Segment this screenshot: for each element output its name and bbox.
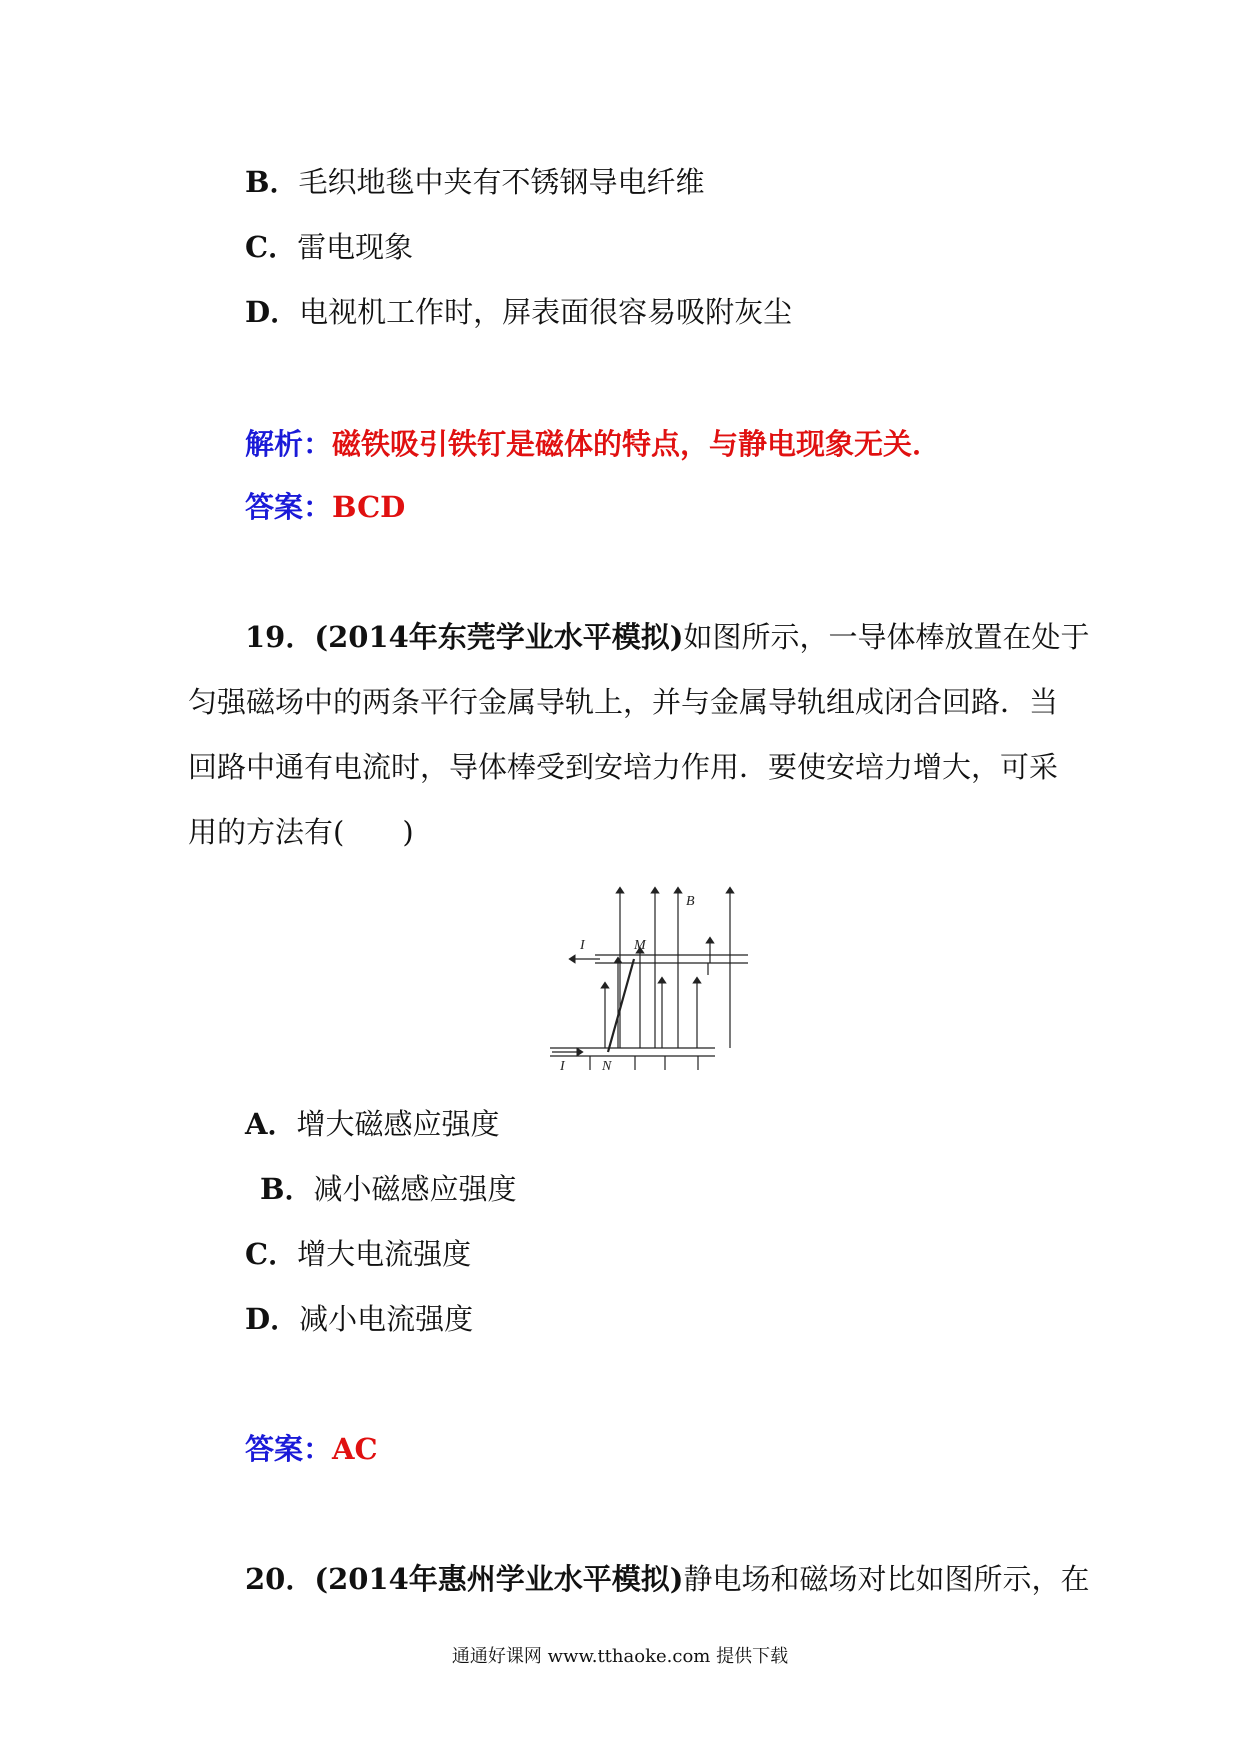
option-b: B．毛织地毯中夹有不锈钢导电纤维 — [245, 165, 705, 199]
label-I-top: I — [580, 938, 585, 953]
question-19-line-3: 回路中通有电流时，导体棒受到安培力作用．要使安培力增大，可采 — [188, 750, 1059, 784]
label-N: N — [602, 1059, 612, 1074]
option-d: D．电视机工作时，屏表面很容易吸附灰尘 — [245, 295, 793, 329]
label-M: M — [634, 938, 646, 953]
q19-option-c: C．增大电流强度 — [245, 1237, 472, 1271]
footer: 通通好课网 www.tthaoke.com 提供下载 — [451, 1646, 789, 1667]
q19-option-a: A．增大磁感应强度 — [245, 1107, 500, 1141]
magnetic-field-rail-diagram — [550, 885, 750, 1075]
analysis: 解析：磁铁吸引铁钉是磁体的特点，与静电现象无关． — [245, 427, 942, 461]
question-20: 20．(2014年惠州学业水平模拟)静电场和磁场对比如图所示，在 — [245, 1562, 1090, 1596]
q19-option-d: D．减小电流强度 — [245, 1302, 474, 1336]
answer-18: 答案：BCD — [245, 490, 406, 524]
q19-option-b: B．减小磁感应强度 — [260, 1172, 517, 1206]
option-c: C．雷电现象 — [245, 230, 414, 264]
answer-19: 答案：AC — [245, 1432, 378, 1466]
label-I-bottom: I — [560, 1059, 565, 1074]
question-19-line-1: 19．(2014年东莞学业水平模拟)如图所示，一导体棒放置在处于 — [245, 620, 1090, 654]
label-B: B — [686, 894, 695, 909]
question-19-line-2: 匀强磁场中的两条平行金属导轨上，并与金属导轨组成闭合回路．当 — [188, 685, 1059, 719]
question-19-line-4: 用的方法有( ) — [188, 815, 414, 849]
conductor-rod — [608, 959, 634, 1052]
